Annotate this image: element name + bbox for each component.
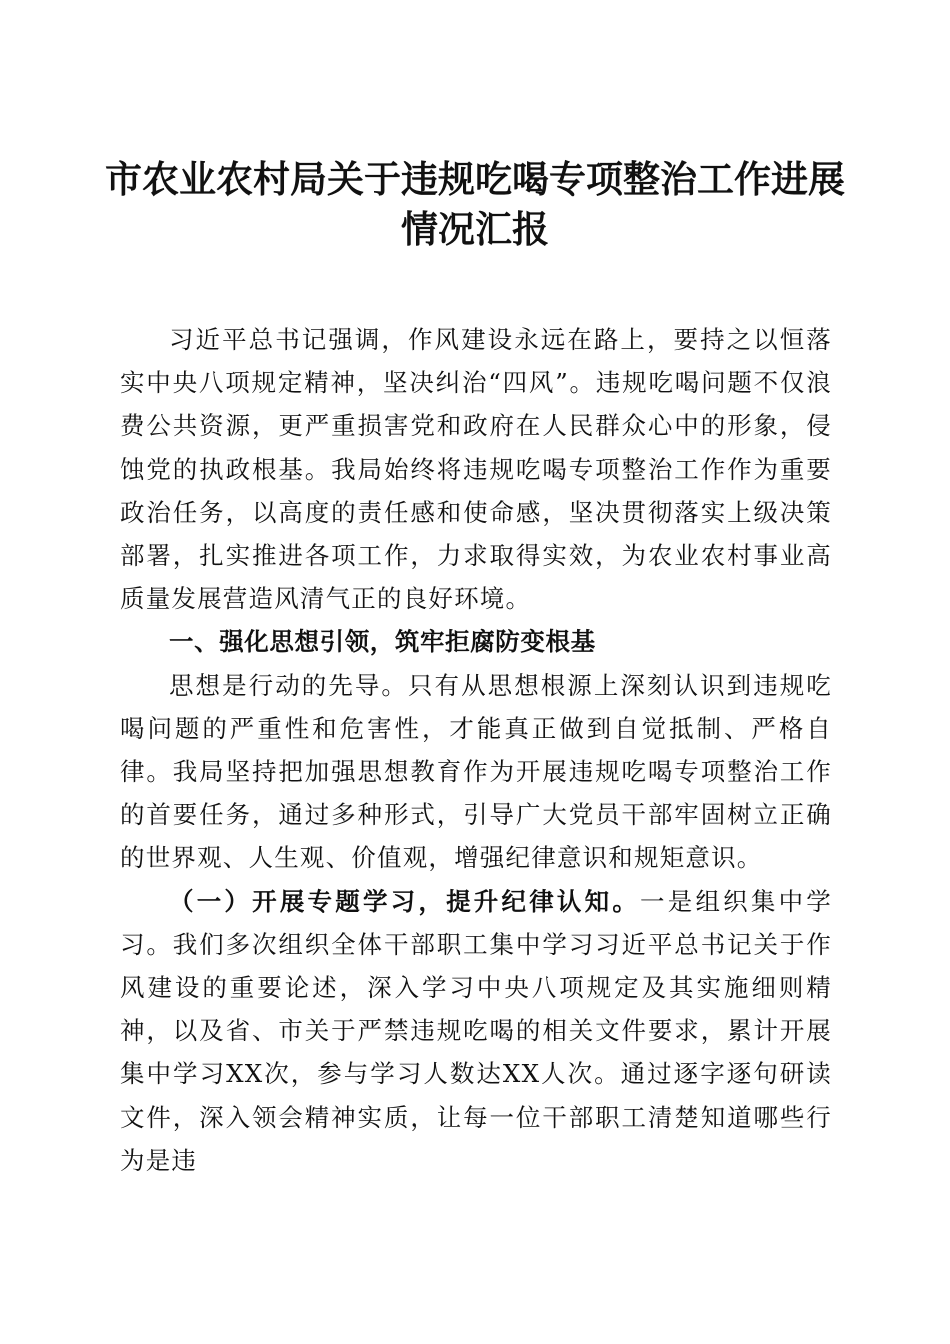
section-heading-1: 一、强化思想引领，筑牢拒腐防变根基 bbox=[169, 627, 596, 657]
title-line-1: 市农业农村局关于违规吃喝专项整治工作进展 bbox=[105, 157, 845, 201]
subsection-heading-1: （一）开展专题学习，提升纪律认知。 bbox=[169, 886, 641, 916]
document-body bbox=[120, 318, 832, 1182]
subsection-1-paragraph bbox=[120, 880, 832, 1182]
subsection-1-text: 一是组织集中学习。我们多次组织全体干部职工集中学习习近平总书记关于作风建设的重要论述，深入学习中央八项规定及其实施细则精神，以及省、市关于严禁违规吃喝的相关文件要求，累计开展集中学习XX次，参与学习人数达XX人次。通过逐字逐句研读文件，深入领会精神实质，让每一位干部职工清楚知道哪些行为是违 bbox=[120, 886, 832, 1175]
document-title bbox=[100, 154, 850, 254]
title-line-2: 情况汇报 bbox=[401, 207, 549, 251]
section-1-paragraph: 思想是行动的先导。只有从思想根源上深刻认识到违规吃喝问题的严重性和危害性，才能真正做到自觉抵制、严格自律。我局坚持把加强思想教育作为开展违规吃喝专项整治工作的首要任务，通过多种形式，引导广大党员干部牢固树立正确的世界观、人生观、价值观，增强纪律意识和规矩意识。 bbox=[120, 670, 832, 873]
intro-paragraph: 习近平总书记强调，作风建设永远在路上，要持之以恒落实中央八项规定精神，坚决纠治“四风”。违规吃喝问题不仅浪费公共资源，更严重损害党和政府在人民群众心中的形象，侵蚀党的执政根基。我局始终将违规吃喝专项整治工作作为重要政治任务，以高度的责任感和使命感，坚决贯彻落实上级决策部署，扎实推进各项工作，力求取得实效，为农业农村事业高质量发展营造风清气正的良好环境。 bbox=[120, 325, 832, 614]
